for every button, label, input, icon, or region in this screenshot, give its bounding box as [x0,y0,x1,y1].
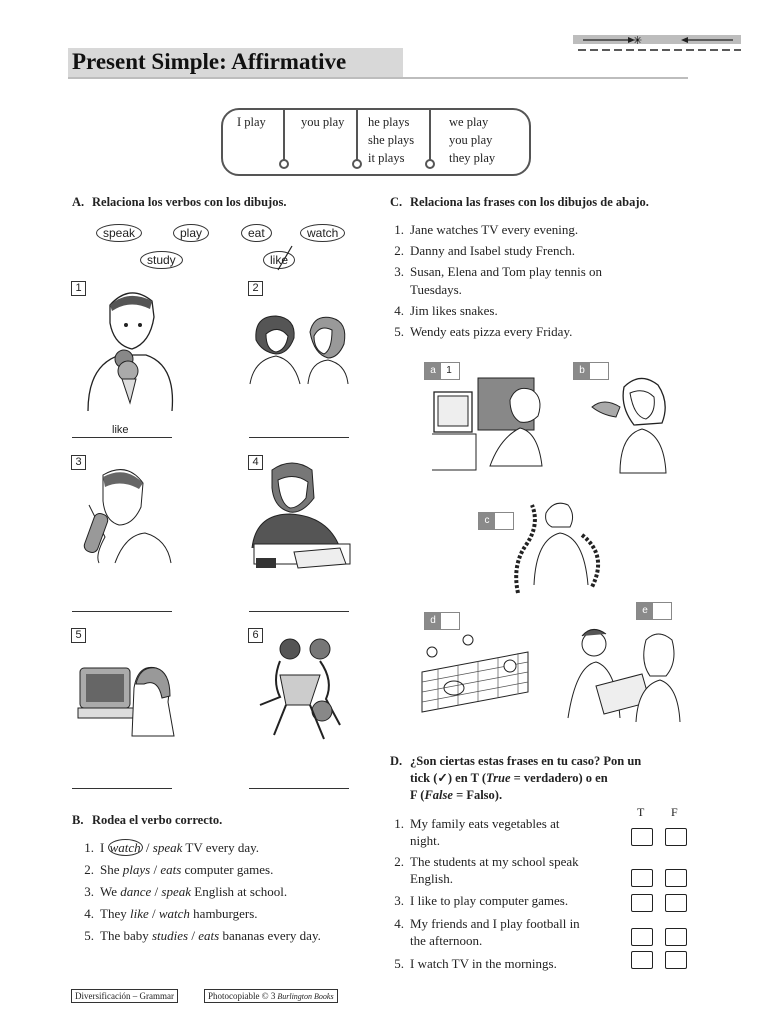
header-decoration [573,33,743,53]
tick-box-4-f[interactable] [665,928,687,946]
answer-line-2[interactable] [249,437,349,438]
illustration-boy-snakes [512,495,617,600]
strike-mark [270,244,300,274]
tick-box-3-t[interactable] [631,894,653,912]
conj-i: I play [237,115,266,129]
d-item-3: 3. I like to play computer games. [394,893,569,908]
c-item-3-cont: Tuesdays. [410,282,462,297]
section-a-heading [72,195,286,210]
d-item-2: 2. The students at my school speak English. [394,854,579,886]
b-item-4: 4. They like / watch hamburgers. [84,906,258,921]
page-title: Present Simple: Affirmative [72,49,347,74]
circled-answer[interactable]: watch [109,840,141,855]
footer-right: Photocopiable © 3 Burlington Books [204,989,338,1003]
conj-he: he plays [368,115,410,129]
svg-text:✳: ✳ [633,34,643,47]
section-d-heading: D. ¿Son ciertas estas frases en tu caso? Pon un tick (✓) en T (True = verdadero) o en F (False = Falso). [390,754,642,802]
conj-col-1 [237,113,266,131]
pic-number-2: 2 [248,281,263,296]
conj-you: you play [301,115,345,129]
c-item-3: 3. Susan, Elena and Tom play tennis on [394,264,603,279]
b-item-1: 1. I watch / speak TV every day. [84,840,260,855]
section-c-text: Relaciona las frases con los dibujos de abajo. [410,195,649,209]
verb-study: study [140,251,183,269]
pic-number-6: 6 [248,628,263,643]
c-item-4: 4. Jim likes snakes. [394,303,498,318]
conj-she: she plays [368,133,415,147]
section-c-heading [390,195,649,210]
conj-col-4 [449,113,495,167]
col-f-label: F [671,805,678,819]
section-a-text: Relaciona los verbos con los dibujos. [92,195,287,209]
d-item-1: 1. My family eats vegetables at night. [394,816,560,848]
tick-box-5-f[interactable] [665,951,687,969]
illustration-girls-speaking [248,310,353,385]
tick-box-1-f[interactable] [665,828,687,846]
answer-line-3[interactable] [72,611,172,612]
answer-line-4[interactable] [249,611,349,612]
b-item-3: 3. We dance / speak English at school. [84,884,288,899]
conj-they: they play [449,151,496,165]
answer-1-text: like [112,424,129,436]
footer-left: Diversificación – Grammar [71,989,178,1003]
verb-like: like [263,251,295,269]
tag-e[interactable]: e [636,602,672,620]
tick-box-2-t[interactable] [631,869,653,887]
tag-b[interactable]: b [573,362,609,380]
c-item-5: 5. Wendy eats pizza every Friday. [394,324,573,339]
illustration-tennis [418,632,533,722]
illustration-boy-eating [75,465,175,565]
pic-number-4: 4 [248,455,263,470]
tick-box-3-f[interactable] [665,894,687,912]
conj-you-plural: you play [449,133,493,147]
tick-box-5-t[interactable] [631,951,653,969]
illustration-basketball [250,635,355,743]
title-rule [68,77,688,79]
illustration-study-french [566,622,681,724]
illustration-girl-studying [250,458,355,578]
tag-d[interactable]: d [424,612,460,630]
verb-eat: eat [241,224,272,242]
section-d-letter: D. [390,754,403,768]
illustration-boy-ice-cream [80,283,180,413]
answer-line-5[interactable] [72,788,172,789]
answer-line-6[interactable] [249,788,349,789]
b-item-2: 2. She plays / eats computer games. [84,862,274,877]
illustration-girl-pizza [590,373,680,483]
verb-play: play [173,224,209,242]
pic-number-1: 1 [71,281,86,296]
b-item-5: 5. The baby studies / eats bananas every day. [84,928,321,943]
conj-we: we play [449,115,489,129]
d-item-5: 5. I watch TV in the mornings. [394,956,557,971]
answer-line-1[interactable] [72,437,172,438]
section-b-heading [72,813,222,828]
tag-a[interactable]: a 1 [424,362,460,380]
tag-c[interactable]: c [478,512,514,530]
col-t-label: T [637,805,645,819]
section-a-letter: A. [72,195,85,209]
section-b-text: Rodea el verbo correcto. [92,813,223,827]
conj-col-2 [301,113,344,131]
c-item-2: 2. Danny and Isabel study French. [394,243,575,258]
verb-watch: watch [300,224,345,242]
section-c-letter: C. [390,195,403,209]
verb-speak: speak [96,224,142,242]
tick-box-4-t[interactable] [631,928,653,946]
section-b-list [72,839,372,949]
conj-col-3 [368,113,414,167]
illustration-girl-watching-tv [430,378,550,473]
pic-number-5: 5 [71,628,86,643]
d-item-4: 4. My friends and I play football in the afternoon. [394,916,580,948]
tick-box-2-f[interactable] [665,869,687,887]
pic-number-3: 3 [71,455,86,470]
illustration-girl-tv [78,662,178,737]
conj-it: it plays [368,151,405,165]
tick-box-1-t[interactable] [631,828,653,846]
section-c-list [382,221,682,344]
section-b-letter: B. [72,813,84,827]
c-item-1: 1. Jane watches TV every evening. [394,222,579,237]
